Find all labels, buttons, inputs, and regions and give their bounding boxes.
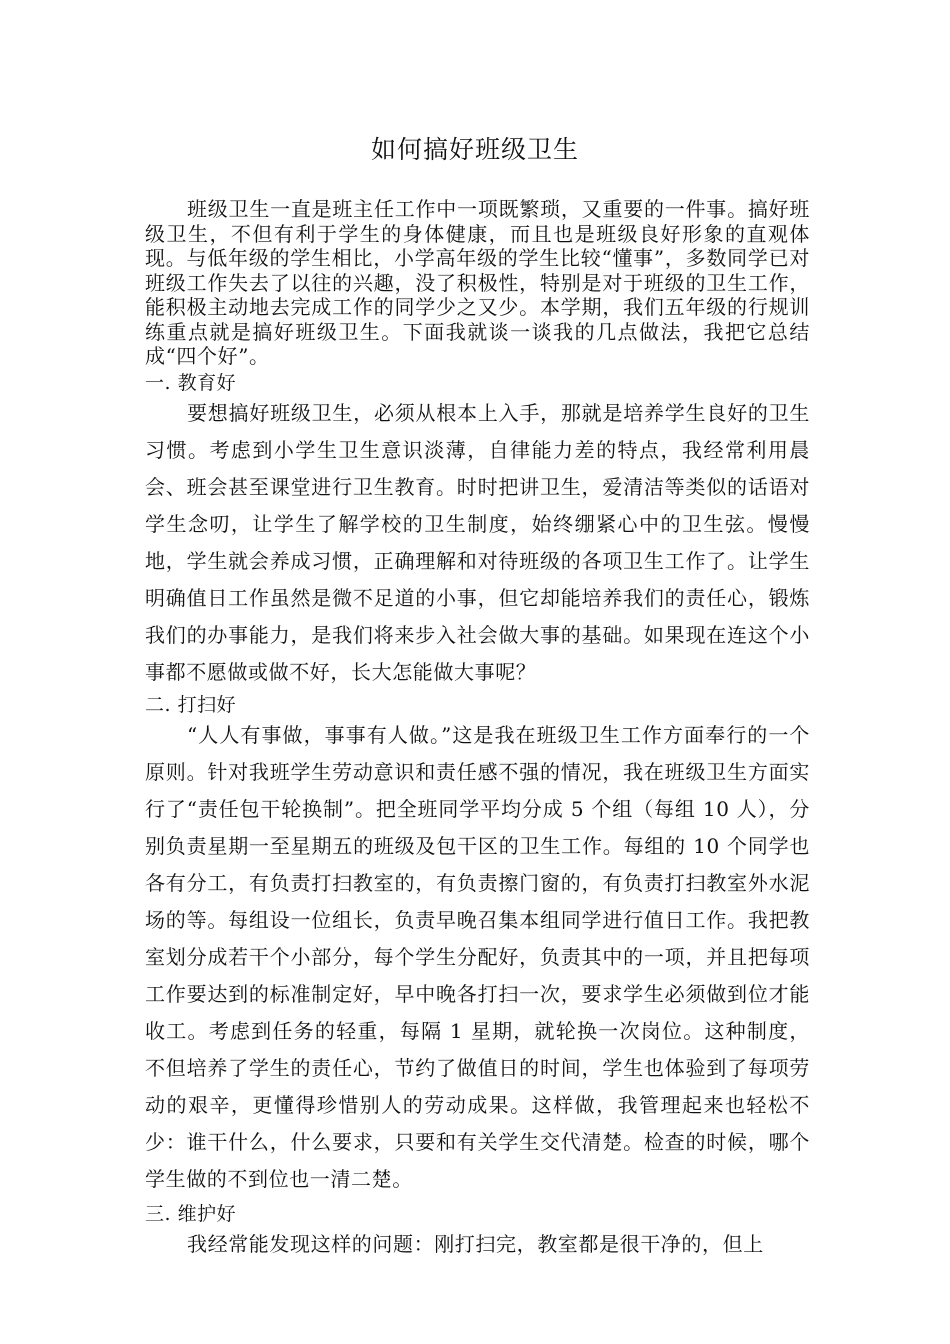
section-paragraph-education: 要想搞好班级卫生，必须从根本上入手，那就是培养学生良好的卫生习惯。考虑到小学生卫生意识淡薄，自律能力差的特点，我经常利用晨会、班会甚至课堂进行卫生教育。时时把讲卫生，爱清洁等类似的话语对学生念叨，让学生了解学校的卫生制度，始终绷紧心中的卫生弦。慢慢地，学生就会养成习惯，正确理解和对待班级的各项卫生工作了。让学生明确值日工作虽然是微不足道的小事，但它却能培养我们的责任心，锻炼我们的办事能力，是我们将来步入社会做大事的基础。如果现在连这个小事都不愿做或做不好，长大怎能做大事呢？ (145, 400, 810, 684)
section-paragraph-cleaning: “人人有事做，事事有人做。”这是我在班级卫生工作方面奉行的一个原则。针对我班学生劳动意识和责任感不强的情况，我在班级卫生方面实行了“责任包干轮换制”。把全班同学平均分成 5 个组（每组 10 人），分别负责星期一至星期五的班级及包干区的卫生工作。每组的 10 个同学也各有分工，有负责打扫教室的，有负责擦门窗的，有负责打扫教室外水泥场的等。每组设一位组长，负责早晚召集本组同学进行值日工作。我把教室划分成若干个小部分，每个学生分配好，负责其中的一项，并且把每项工作要达到的标准制定好，早中晚各打扫一次，要求学生必须做到位才能收工。考虑到任务的轻重，每隔 1 星期，就轮换一次岗位。这种制度，不但培养了学生的责任心，节约了做值日的时间，学生也体验到了每项劳动的艰辛，更懂得珍惜别人的劳动成果。这样做，我管理起来也轻松不少：谁干什么，什么要求，只要和有关学生交代清楚。检查的时候，哪个学生做的不到位也一清二楚。 (145, 722, 810, 1191)
section-heading-cleaning: 二. 打扫好 (145, 693, 237, 716)
section-heading-maintenance: 三. 维护好 (145, 1202, 237, 1225)
document-body (145, 197, 810, 1263)
document-title: 如何搞好班级卫生 (370, 135, 579, 164)
section-paragraph-maintenance: 我经常能发现这样的问题：刚打扫完，教室都是很干净的，但上 (187, 1231, 764, 1256)
section-heading-education: 一. 教育好 (145, 371, 237, 394)
intro-paragraph: 班级卫生一直是班主任工作中一项既繁琐，又重要的一件事。搞好班级卫生，不但有利于学生的身体健康，而且也是班级良好形象的直观体现。与低年级的学生相比，小学高年级的学生比较“懂事”，多数同学已对班级工作失去了以往的兴趣，没了积极性，特别是对于班级的卫生工作，能积极主动地去完成工作的同学少之又少。本学期，我们五年级的行规训练重点就是搞好班级卫生。下面我就谈一谈我的几点做法，我把它总结成“四个好”。 (145, 197, 810, 368)
